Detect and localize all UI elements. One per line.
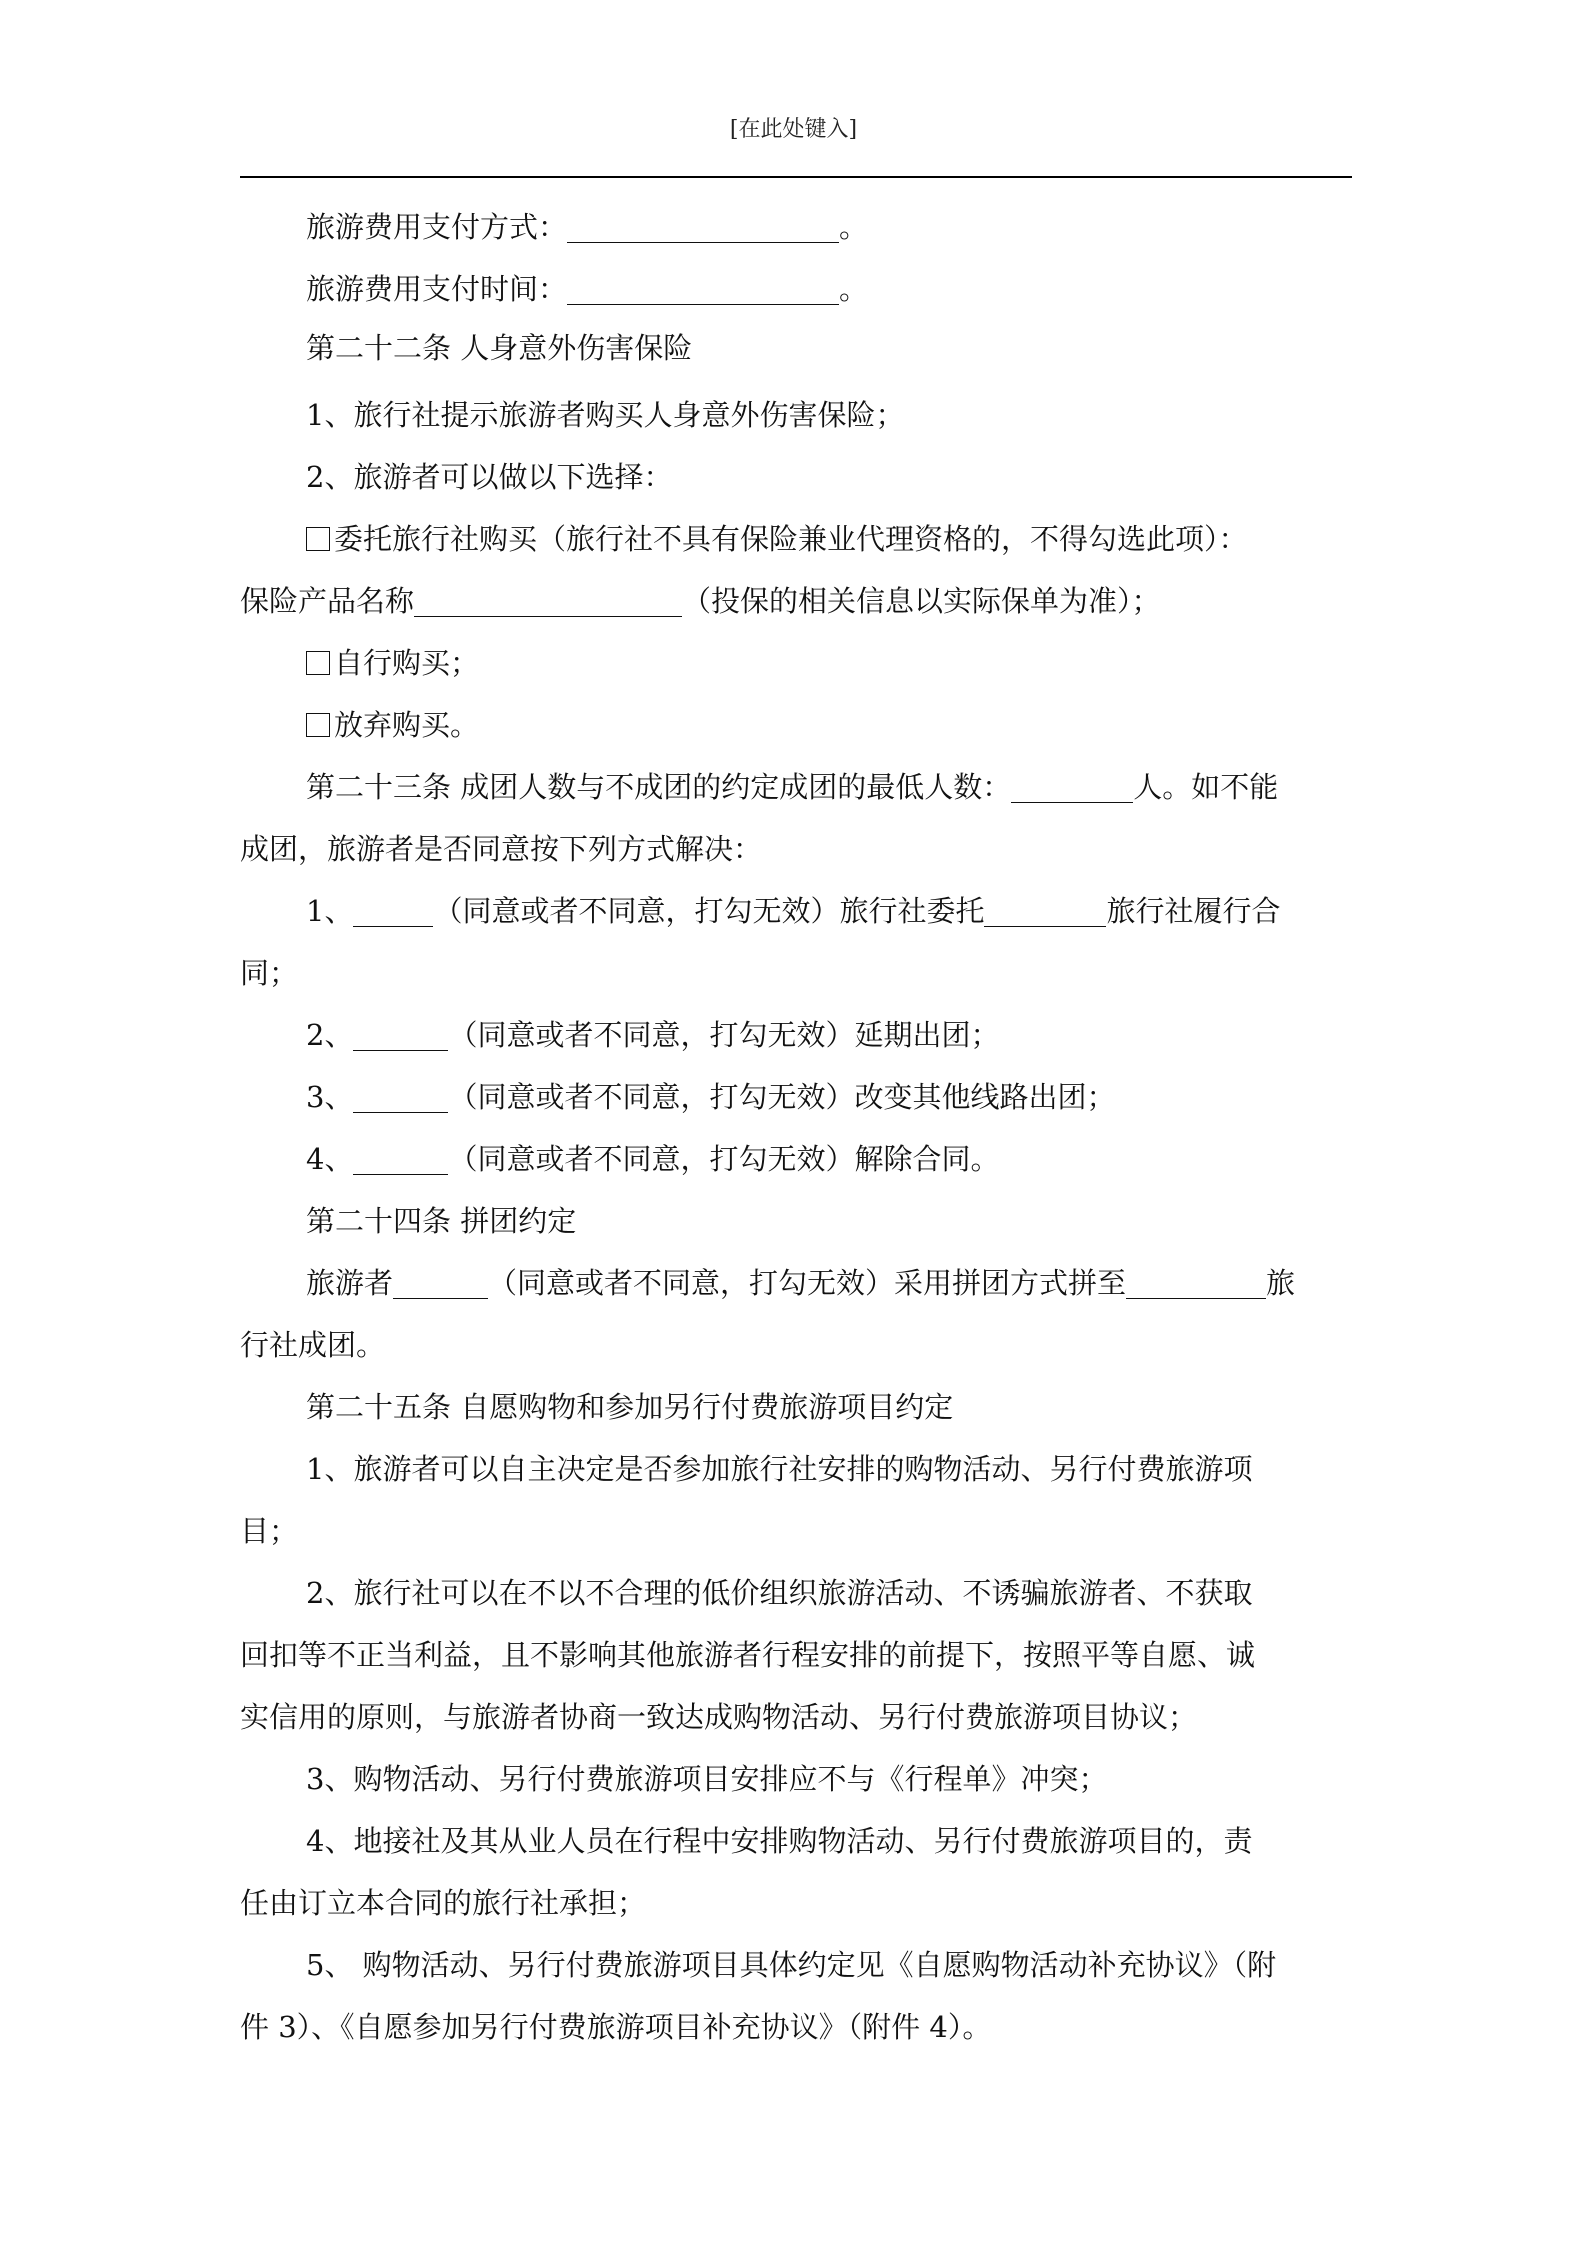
item-number: 4、	[306, 1142, 354, 1176]
checkbox-self-buy[interactable]	[306, 651, 330, 675]
article-23-continued: 成团，旅游者是否同意按下列方式解决：	[240, 832, 763, 866]
payment-method-line	[240, 196, 1352, 258]
article-22-heading: 第二十二条 人身意外伤害保险	[306, 331, 693, 365]
option-2-blank[interactable]	[353, 1021, 448, 1051]
option-4-blank[interactable]	[353, 1145, 448, 1175]
article-24-text: 旅游者	[306, 1266, 394, 1300]
article-24-body	[240, 1252, 1352, 1314]
insurance-product-blank[interactable]	[414, 587, 682, 617]
article-23-option-3	[240, 1066, 1352, 1128]
option-3-blank[interactable]	[353, 1083, 448, 1113]
document-body	[240, 196, 1352, 2058]
article-23-option-4	[240, 1128, 1352, 1190]
payment-method-label: 旅游费用支付方式：	[306, 210, 568, 244]
payment-time-blank[interactable]	[567, 275, 839, 305]
article-22-item-1: 1、旅行社提示旅游者购买人身意外伤害保险；	[306, 398, 905, 432]
article-23-heading	[240, 756, 1352, 818]
option-entrust-label: 委托旅行社购买（旅行社不具有保险兼业代理资格的，不得勾选此项）：	[334, 522, 1248, 556]
article-25-item-4-continued: 任由订立本合同的旅行社承担；	[240, 1886, 647, 1920]
option-give-up-label: 放弃购买。	[334, 708, 480, 742]
payment-time-line	[240, 258, 1352, 320]
item-number: 2、	[306, 1018, 354, 1052]
article-22-item-2: 2、旅游者可以做以下选择：	[306, 460, 673, 494]
article-25-heading: 第二十五条 自愿购物和参加另行付费旅游项目约定	[306, 1390, 954, 1424]
article-25-item-2-continued: 回扣等不正当利益，且不影响其他旅游者行程安排的前提下，按照平等自愿、诚	[240, 1638, 1256, 1672]
article-25-item-1-continued: 目；	[240, 1514, 299, 1548]
insurance-product-note: （投保的相关信息以实际保单为准）；	[682, 584, 1161, 618]
article-25-item-1: 1、旅游者可以自主决定是否参加旅行社安排的购物活动、另行付费旅游项	[306, 1452, 1253, 1486]
article-25-item-2: 2、旅行社可以在不以不合理的低价组织旅游活动、不诱骗旅游者、不获取	[306, 1576, 1253, 1610]
option-4-text: （同意或者不同意，打勾无效）解除合同。	[448, 1142, 1000, 1176]
option-3-text: （同意或者不同意，打勾无效）改变其他线路出团；	[448, 1080, 1116, 1114]
option-2-text: （同意或者不同意，打勾无效）延期出团；	[448, 1018, 1000, 1052]
article-25-item-3: 3、购物活动、另行付费旅游项目安排应不与《行程单》冲突；	[306, 1762, 1108, 1796]
header-divider	[240, 176, 1352, 178]
period: 。	[839, 210, 869, 244]
insurance-product-label: 保险产品名称	[240, 584, 415, 618]
min-people-blank[interactable]	[1011, 773, 1133, 803]
insurance-product-line	[240, 570, 1352, 632]
option-1-text: （同意或者不同意，打勾无效）旅行社委托	[433, 894, 985, 928]
article-23-option-1	[240, 880, 1352, 942]
option-entrust	[240, 508, 1352, 570]
option-self-buy	[240, 632, 1352, 694]
period: 。	[839, 272, 869, 306]
option-1-blank[interactable]	[353, 897, 433, 927]
option-self-buy-label: 自行购买；	[334, 646, 480, 680]
option-give-up	[240, 694, 1352, 756]
checkbox-entrust[interactable]	[306, 527, 330, 551]
payment-method-blank[interactable]	[567, 213, 839, 243]
page-header: [在此处键入]	[729, 117, 858, 142]
article-25-item-4: 4、地接社及其从业人员在行程中安排购物活动、另行付费旅游项目的，责	[306, 1824, 1253, 1858]
article-25-item-5: 5、 购物活动、另行付费旅游项目具体约定见《自愿购物活动补充协议》（附	[306, 1948, 1277, 1982]
article-25-item-5-continued: 件 3）、《自愿参加另行付费旅游项目补充协议》（附件 4）。	[240, 2010, 992, 2044]
article-23-text-end: 人。如不能	[1133, 770, 1279, 804]
item-number: 3、	[306, 1080, 354, 1114]
article-24-text-mid: （同意或者不同意，打勾无效）采用拼团方式拼至	[488, 1266, 1127, 1300]
article-23-option-2	[240, 1004, 1352, 1066]
entrusted-agency-blank[interactable]	[984, 897, 1106, 927]
article-25-item-2-end: 实信用的原则，与旅游者协商一致达成购物活动、另行付费旅游项目协议；	[240, 1700, 1198, 1734]
article-24-text-end: 旅	[1266, 1266, 1296, 1300]
group-consent-blank[interactable]	[393, 1269, 488, 1299]
checkbox-give-up[interactable]	[306, 713, 330, 737]
payment-time-label: 旅游费用支付时间：	[306, 272, 568, 306]
article-23-text: 第二十三条 成团人数与不成团的约定成团的最低人数：	[306, 770, 1012, 804]
group-agency-blank[interactable]	[1126, 1269, 1266, 1299]
article-23-option-1-continued: 同；	[240, 956, 299, 990]
item-number: 1、	[306, 894, 354, 928]
article-24-continued: 行社成团。	[240, 1328, 386, 1362]
article-24-heading: 第二十四条 拼团约定	[306, 1204, 577, 1238]
option-1-text-end: 旅行社履行合	[1106, 894, 1281, 928]
